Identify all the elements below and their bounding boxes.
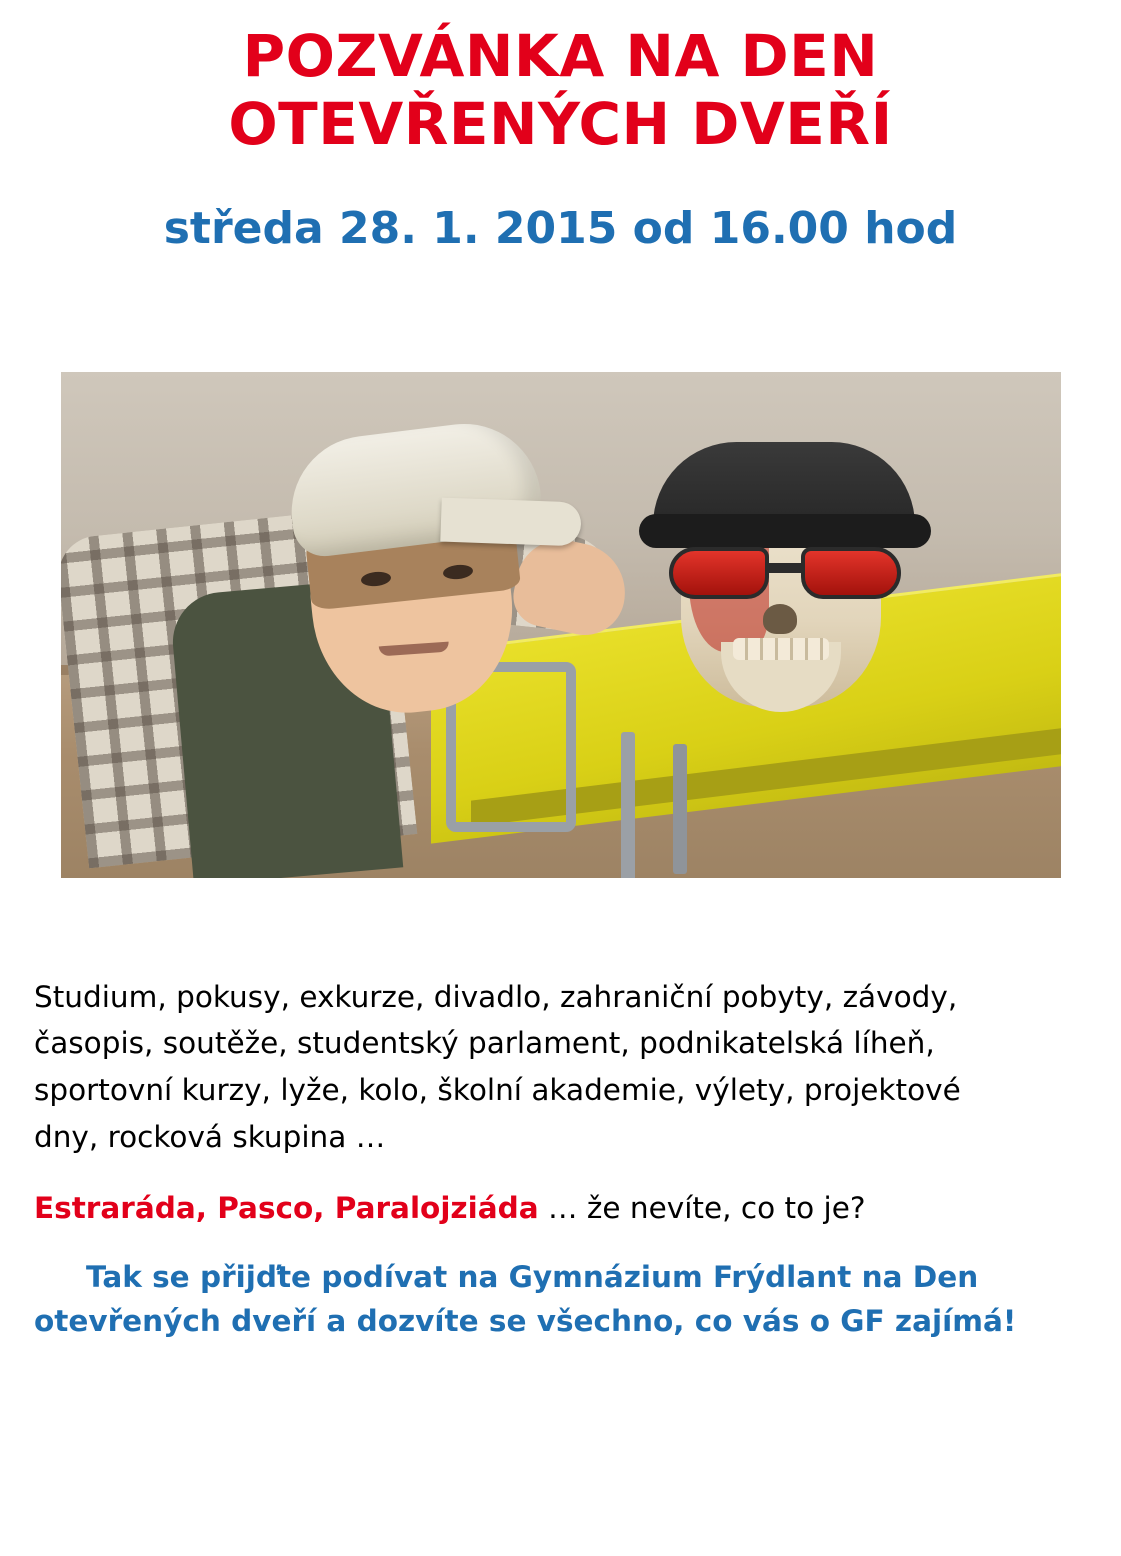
photo-sunglasses-lens	[801, 547, 901, 599]
title-line-1: POZVÁNKA NA DEN	[242, 22, 879, 90]
highlight-question: … že nevíte, co to je?	[538, 1191, 866, 1226]
photo-sunglasses-lens	[669, 547, 769, 599]
event-datetime: středa 28. 1. 2015 od 16.00 hod	[163, 202, 958, 254]
photo-student-cap-brim	[440, 497, 581, 546]
photo-skull-nose	[763, 604, 797, 634]
event-photo	[61, 372, 1061, 878]
activities-line-1: Studium, pokusy, exkurze, divadlo, zahraniční pobyty, závody,	[34, 979, 958, 1014]
photo-skull-sunglasses	[669, 547, 901, 601]
invitation-paragraph: Tak se přijďte podívat na Gymnázium Frýdlant na Den otevřených dveří a dozvíte se všechno, co vás o GF zajímá!	[34, 1259, 1017, 1338]
activities-paragraph	[34, 974, 1087, 1160]
highlight-keywords: Estraráda, Pasco, Paralojziáda	[34, 1191, 539, 1226]
photo-skull-hat-brim	[639, 514, 931, 548]
photo-sunglasses-bridge	[767, 563, 803, 573]
activities-line-3: sportovní kurzy, lyže, kolo, školní akademie, výlety, projektové	[34, 1073, 961, 1108]
title-line-2: OTEVŘENÝCH DVEŘÍ	[228, 90, 893, 159]
activities-line-2: časopis, soutěže, studentský parlament, podnikatelská líheň,	[34, 1026, 935, 1061]
photo-container	[0, 372, 1121, 878]
photo-skull-teeth	[733, 638, 829, 660]
photo-table-leg	[673, 744, 687, 874]
activities-line-4: dny, rocková skupina …	[34, 1119, 386, 1154]
page-title	[0, 0, 1121, 159]
photo-table-leg	[621, 732, 635, 878]
highlight-paragraph	[34, 1186, 1087, 1230]
